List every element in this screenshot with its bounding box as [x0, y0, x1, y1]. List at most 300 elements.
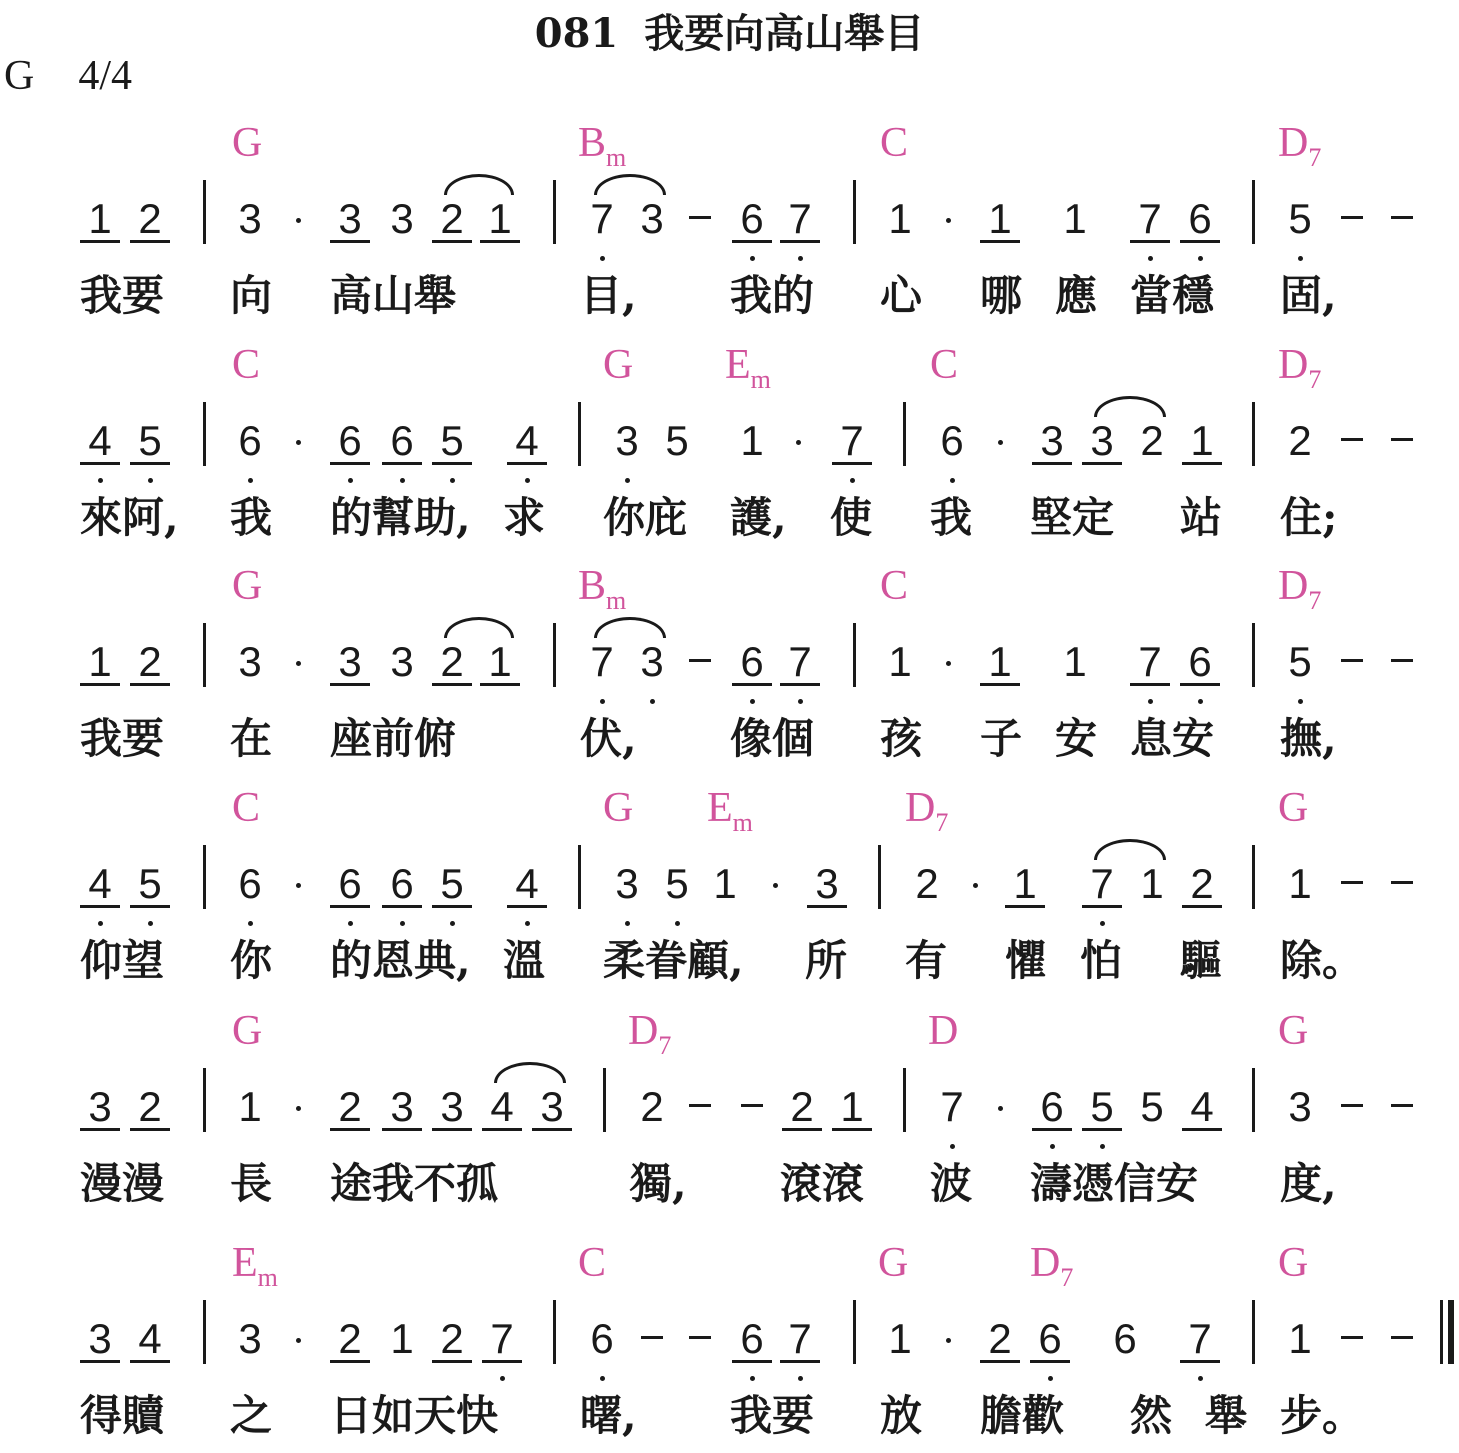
note: 3 [615, 860, 639, 907]
note: 6 [330, 863, 370, 908]
octave-dot [1198, 256, 1203, 261]
lyric: 步。 [1280, 1391, 1365, 1440]
chord-symbol: G [232, 120, 263, 166]
chord-symbol: C [880, 563, 909, 609]
lyric: 撫, [1280, 714, 1337, 763]
slur [1094, 839, 1166, 860]
lyric: 然 [1130, 1391, 1173, 1440]
octave-dot [675, 921, 680, 926]
note: 7 [1130, 641, 1170, 686]
bar-line [1252, 623, 1255, 687]
sustain-dash [741, 1104, 763, 1107]
chord-symbol: $D_7$ [628, 1008, 672, 1060]
augmentation-dot [296, 1338, 301, 1343]
sustain-dash [1391, 1336, 1413, 1339]
chord-symbol: C [232, 342, 261, 388]
lyric: 我要 [80, 714, 165, 763]
notation-line [0, 195, 1459, 278]
octave-dot [1100, 1144, 1105, 1149]
sustain-dash [1391, 438, 1413, 441]
note: 3 [1288, 1083, 1312, 1130]
octave-dot [950, 478, 955, 483]
lyric: 在 [230, 714, 273, 763]
note: 6 [1030, 1318, 1070, 1363]
octave-dot [148, 921, 153, 926]
sustain-dash [689, 659, 711, 662]
octave-dot [600, 256, 605, 261]
chord-symbol: G [1278, 1008, 1309, 1054]
augmentation-dot [796, 440, 801, 445]
sustain-dash [689, 1104, 711, 1107]
note: 6 [1113, 1315, 1137, 1362]
augmentation-dot [946, 1338, 951, 1343]
lyric: 像個 [730, 714, 815, 763]
lyric: 使 [830, 493, 873, 542]
lyric: 求 [503, 493, 546, 542]
bar-line [203, 845, 206, 909]
lyric: 濤憑信安 [1030, 1159, 1199, 1208]
octave-dot [348, 921, 353, 926]
bar-line [878, 845, 881, 909]
augmentation-dot [998, 1106, 1003, 1111]
note: 2 [980, 1318, 1020, 1363]
lyric: 你 [230, 936, 273, 985]
time-signature: 4/4 [78, 53, 133, 99]
notation-line [0, 417, 1459, 500]
chord-symbol: $E_m$ [232, 1240, 278, 1292]
lyric: 除。 [1280, 936, 1365, 985]
note: 1 [1063, 195, 1087, 242]
note: 6 [732, 198, 772, 243]
octave-dot [850, 478, 855, 483]
lyric: 你庇 [603, 493, 688, 542]
chord-symbol: G [1278, 1240, 1309, 1286]
bar-line [203, 623, 206, 687]
lyric: 懼 [1005, 936, 1048, 985]
note: 1 [888, 1315, 912, 1362]
lyric: 溫 [503, 936, 546, 985]
note: 2 [130, 198, 170, 243]
note: 5 [1288, 195, 1312, 242]
chord-symbol: $D_7$ [1278, 563, 1322, 615]
octave-dot [148, 478, 153, 483]
lyric: 柔眷顧, [603, 936, 744, 985]
note: 3 [390, 195, 414, 242]
chord-symbol: $D_7$ [1278, 120, 1322, 172]
lyric: 我的 [730, 271, 815, 320]
octave-dot [1298, 256, 1303, 261]
notation-line [0, 638, 1459, 721]
octave-dot [1148, 256, 1153, 261]
note: 1 [888, 195, 912, 242]
note: 1 [238, 1083, 262, 1130]
lyric: 日如天快 [330, 1391, 499, 1440]
note: 2 [915, 860, 939, 907]
note: 2 [432, 641, 472, 686]
octave-dot [750, 699, 755, 704]
lyric: 向 [230, 271, 273, 320]
note: 3 [238, 638, 262, 685]
sustain-dash [689, 1336, 711, 1339]
note: 3 [640, 638, 664, 685]
octave-dot [798, 1376, 803, 1381]
augmentation-dot [998, 440, 1003, 445]
lyric: 獨, [630, 1159, 687, 1208]
note: 2 [782, 1086, 822, 1131]
sustain-dash [1391, 659, 1413, 662]
note: 6 [382, 420, 422, 465]
bar-line [553, 623, 556, 687]
note: 4 [507, 420, 547, 465]
slur [444, 617, 514, 638]
octave-dot [750, 1376, 755, 1381]
note: 3 [80, 1086, 120, 1131]
chord-symbol: C [880, 120, 909, 166]
octave-dot [400, 478, 405, 483]
sustain-dash [689, 216, 711, 219]
augmentation-dot [773, 883, 778, 888]
octave-dot [1198, 1376, 1203, 1381]
note: 6 [1180, 641, 1220, 686]
bar-line [853, 180, 856, 244]
chord-symbol: C [578, 1240, 607, 1286]
note: 3 [1082, 420, 1122, 465]
augmentation-dot [973, 883, 978, 888]
lyric: 哪 [980, 271, 1023, 320]
notation-line [0, 1315, 1459, 1398]
lyric: 站 [1180, 493, 1223, 542]
note: 2 [130, 1086, 170, 1131]
note: 1 [1288, 860, 1312, 907]
chord-symbol: $D_7$ [905, 785, 949, 837]
lyric: 得贖 [80, 1391, 165, 1440]
lyric: 滾滾 [780, 1159, 865, 1208]
chord-symbol: C [232, 785, 261, 831]
lyric: 安 [1055, 714, 1098, 763]
bar-line [903, 1068, 906, 1132]
augmentation-dot [296, 883, 301, 888]
note: 6 [1032, 1086, 1072, 1131]
lyric: 應 [1055, 271, 1098, 320]
note: 3 [330, 641, 370, 686]
lyric: 固, [1280, 271, 1337, 320]
lyric: 的幫助, [330, 493, 471, 542]
chord-symbol: G [232, 1008, 263, 1054]
note: 2 [330, 1318, 370, 1363]
note: 2 [1182, 863, 1222, 908]
octave-dot [525, 921, 530, 926]
chord-symbol: $D_7$ [1278, 342, 1322, 394]
augmentation-dot [296, 440, 301, 445]
note: 7 [940, 1083, 964, 1130]
note: 4 [80, 863, 120, 908]
lyric: 護, [730, 493, 787, 542]
bar-line [1252, 1300, 1255, 1364]
slur [1094, 396, 1166, 417]
sustain-dash [1391, 216, 1413, 219]
lyric: 之 [230, 1391, 273, 1440]
bar-line [203, 1300, 206, 1364]
bar-line [853, 1300, 856, 1364]
lyric: 怕 [1080, 936, 1123, 985]
note: 6 [382, 863, 422, 908]
chord-symbol: $B_m$ [578, 120, 627, 172]
bar-line [553, 180, 556, 244]
sustain-dash [1341, 438, 1363, 441]
octave-dot [450, 478, 455, 483]
page-title [0, 2, 1459, 59]
bar-line [1440, 1300, 1443, 1364]
lyric: 曙, [580, 1391, 637, 1440]
octave-dot [98, 478, 103, 483]
note: 3 [640, 195, 664, 242]
octave-dot [1148, 699, 1153, 704]
note: 7 [832, 420, 872, 465]
note: 3 [1032, 420, 1072, 465]
sustain-dash [1341, 1104, 1363, 1107]
bar-line [1252, 845, 1255, 909]
note: 7 [590, 638, 614, 685]
note: 3 [238, 195, 262, 242]
augmentation-dot [946, 661, 951, 666]
chord-symbol: C [930, 342, 959, 388]
note: 5 [665, 860, 689, 907]
octave-dot [1050, 1144, 1055, 1149]
note: 3 [238, 1315, 262, 1362]
hymn-title: 我要向高山舉目 [644, 10, 925, 57]
final-bar-line [1448, 1300, 1454, 1364]
octave-dot [625, 478, 630, 483]
octave-dot [650, 699, 655, 704]
lyric: 的恩典, [330, 936, 471, 985]
bar-line [1252, 180, 1255, 244]
octave-dot [450, 921, 455, 926]
sustain-dash [1391, 881, 1413, 884]
lyric: 我 [930, 493, 973, 542]
slur [444, 174, 514, 195]
lyric: 所 [805, 936, 848, 985]
bar-line [553, 1300, 556, 1364]
sustain-dash [1341, 881, 1363, 884]
chord-symbol: $D_7$ [1030, 1240, 1074, 1292]
slur [594, 174, 666, 195]
note: 7 [590, 195, 614, 242]
lyric: 息安 [1130, 714, 1215, 763]
bar-line [578, 402, 581, 466]
lyric: 心 [880, 271, 923, 320]
lyric: 孩 [880, 714, 923, 763]
octave-dot [1198, 699, 1203, 704]
note: 4 [80, 420, 120, 465]
chord-symbol: $E_m$ [725, 342, 771, 394]
chord-symbol: G [603, 785, 634, 831]
note: 5 [1082, 1086, 1122, 1131]
bar-line [603, 1068, 606, 1132]
octave-dot [1298, 699, 1303, 704]
lyric: 度, [1280, 1159, 1337, 1208]
note: 1 [740, 417, 764, 464]
note: 1 [80, 198, 120, 243]
lyric: 膽歡 [980, 1391, 1065, 1440]
note: 6 [940, 417, 964, 464]
slur [494, 1062, 566, 1083]
bar-line [203, 1068, 206, 1132]
lyric: 波 [930, 1159, 973, 1208]
lyric: 座前俯 [330, 714, 457, 763]
note: 6 [732, 1318, 772, 1363]
sustain-dash [1391, 1104, 1413, 1107]
octave-dot [1100, 921, 1105, 926]
lyric: 放 [880, 1391, 923, 1440]
note: 1 [1063, 638, 1087, 685]
chord-symbol: G [232, 563, 263, 609]
lyric: 當穩 [1130, 271, 1215, 320]
note: 2 [432, 198, 472, 243]
note: 6 [732, 641, 772, 686]
chord-symbol: G [603, 342, 634, 388]
octave-dot [248, 478, 253, 483]
note: 2 [432, 1318, 472, 1363]
note: 1 [480, 641, 520, 686]
lyric: 來阿, [80, 493, 179, 542]
lyric: 我要 [730, 1391, 815, 1440]
augmentation-dot [296, 218, 301, 223]
note: 2 [1140, 417, 1164, 464]
chord-symbol: G [1278, 785, 1309, 831]
note: 6 [238, 417, 262, 464]
note: 1 [888, 638, 912, 685]
note: 7 [1130, 198, 1170, 243]
lyric: 舉 [1205, 1391, 1248, 1440]
lyric: 仰望 [80, 936, 165, 985]
note: 2 [640, 1083, 664, 1130]
key-and-time [4, 52, 132, 100]
chord-symbol: G [878, 1240, 909, 1286]
bar-line [578, 845, 581, 909]
lyric: 我 [230, 493, 273, 542]
note: 2 [1288, 417, 1312, 464]
note: 3 [330, 198, 370, 243]
note: 7 [1082, 863, 1122, 908]
note: 3 [382, 1086, 422, 1131]
sustain-dash [641, 1336, 663, 1339]
sustain-dash [1341, 1336, 1363, 1339]
sustain-dash [1341, 216, 1363, 219]
hymn-number: 081 [534, 10, 619, 57]
note: 3 [432, 1086, 472, 1131]
bar-line [903, 402, 906, 466]
note: 4 [482, 1086, 522, 1131]
sustain-dash [1341, 659, 1363, 662]
octave-dot [500, 1376, 505, 1381]
note: 1 [1005, 863, 1045, 908]
octave-dot [400, 921, 405, 926]
note: 5 [130, 420, 170, 465]
note: 6 [330, 420, 370, 465]
note: 3 [80, 1318, 120, 1363]
octave-dot [248, 921, 253, 926]
note: 3 [532, 1086, 572, 1131]
slur [594, 617, 666, 638]
lyric: 途我不孤 [330, 1159, 499, 1208]
note: 3 [615, 417, 639, 464]
chord-symbol: $E_m$ [707, 785, 753, 837]
lyric: 住; [1280, 493, 1338, 542]
bar-line [853, 623, 856, 687]
octave-dot [348, 478, 353, 483]
chord-symbol: D [928, 1008, 959, 1054]
note: 4 [130, 1318, 170, 1363]
bar-line [1252, 402, 1255, 466]
octave-dot [1048, 1376, 1053, 1381]
lyric: 我要 [80, 271, 165, 320]
note: 1 [1288, 1315, 1312, 1362]
note: 4 [507, 863, 547, 908]
note: 2 [130, 641, 170, 686]
octave-dot [525, 478, 530, 483]
octave-dot [750, 256, 755, 261]
bar-line [203, 402, 206, 466]
note: 7 [1180, 1318, 1220, 1363]
lyric: 伏, [580, 714, 637, 763]
augmentation-dot [296, 1106, 301, 1111]
note: 3 [807, 863, 847, 908]
lyric: 驅 [1180, 936, 1223, 985]
note: 2 [330, 1086, 370, 1131]
note: 5 [432, 863, 472, 908]
note: 3 [390, 638, 414, 685]
lyric: 子 [980, 714, 1023, 763]
note: 5 [432, 420, 472, 465]
octave-dot [798, 256, 803, 261]
note: 6 [238, 860, 262, 907]
note: 5 [665, 417, 689, 464]
note: 1 [1182, 420, 1222, 465]
note: 7 [780, 198, 820, 243]
augmentation-dot [946, 218, 951, 223]
note: 6 [590, 1315, 614, 1362]
note: 5 [130, 863, 170, 908]
notation-line [0, 1083, 1459, 1166]
lyric: 長 [230, 1159, 273, 1208]
lyric: 高山舉 [330, 271, 457, 320]
note: 6 [1180, 198, 1220, 243]
note: 5 [1288, 638, 1312, 685]
bar-line [203, 180, 206, 244]
notation-line [0, 860, 1459, 943]
chord-symbol: $B_m$ [578, 563, 627, 615]
bar-line [1252, 1068, 1255, 1132]
key-signature: G [4, 53, 35, 99]
lyric: 有 [905, 936, 948, 985]
note: 1 [713, 860, 737, 907]
note: 1 [1140, 860, 1164, 907]
note: 1 [480, 198, 520, 243]
octave-dot [625, 921, 630, 926]
note: 4 [1182, 1086, 1222, 1131]
octave-dot [600, 1376, 605, 1381]
note: 1 [80, 641, 120, 686]
note: 1 [980, 198, 1020, 243]
note: 7 [780, 641, 820, 686]
lyric: 漫漫 [80, 1159, 165, 1208]
note: 1 [390, 1315, 414, 1362]
note: 5 [1140, 1083, 1164, 1130]
note: 1 [980, 641, 1020, 686]
note: 1 [832, 1086, 872, 1131]
lyric: 堅定 [1030, 493, 1115, 542]
note: 7 [780, 1318, 820, 1363]
